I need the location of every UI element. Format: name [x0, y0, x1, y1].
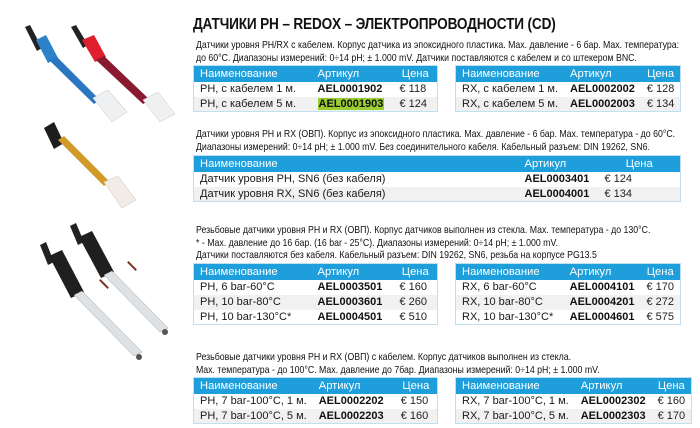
- col-header-price: Цена: [641, 66, 681, 82]
- col-header-name: Наименование: [456, 264, 564, 280]
- product-name: RX, 6 bar-60°C: [456, 280, 564, 295]
- price: € 260: [394, 295, 438, 310]
- description-line: Датчики уровня PH/RX с кабелем. Корпус датчика из эпоксидного пластика. Max. давление - 6 бар. Max. температура:: [196, 40, 680, 51]
- col-header-article: Артикул: [519, 156, 599, 172]
- price: € 118: [394, 82, 438, 97]
- col-header-article: Артикул: [564, 264, 641, 280]
- table-row[interactable]: [194, 82, 438, 97]
- product-name: PH, 10 bar-80°C: [194, 295, 312, 310]
- product-name: RX, с кабелем 5 м.: [456, 97, 565, 112]
- article-code: AEL0003601: [312, 295, 394, 310]
- table-row[interactable]: [194, 394, 438, 409]
- table-row[interactable]: [456, 394, 692, 409]
- product-name: RX, 7 bar-100°C, 1 м.: [456, 394, 575, 409]
- col-header-article: Артикул: [313, 378, 395, 394]
- col-header-price: Цена: [394, 264, 438, 280]
- section-3-description: [196, 225, 650, 263]
- table-rx-threaded-cable: [455, 377, 692, 424]
- article-code-highlighted: AEL0001903: [318, 97, 384, 110]
- page-title: ДАТЧИКИ PH – REDOX – ЭЛЕКТРОПРОВОДНОСТИ (CD): [193, 16, 556, 33]
- product-name: Датчик уровня RX, SN6 (без кабеля): [194, 187, 519, 202]
- price: € 160: [652, 394, 692, 409]
- col-header-name: Наименование: [456, 66, 565, 82]
- price: € 134: [599, 187, 681, 202]
- product-name: PH, 7 bar-100°C, 1 м.: [194, 394, 313, 409]
- section-4-description: [196, 352, 600, 377]
- table-row[interactable]: [194, 172, 681, 187]
- table-row[interactable]: [456, 280, 681, 295]
- table-ph-threaded-cable: [193, 377, 438, 424]
- description-line: Датчики поставляются без кабеля. Кабельный разъем: DIN 19262, SN6, резьба на корпусе PG13.5: [196, 250, 597, 261]
- product-images: [0, 0, 190, 428]
- table-row[interactable]: [194, 97, 438, 112]
- col-header-article: Артикул: [575, 378, 652, 394]
- article-code: AEL0004101: [564, 280, 641, 295]
- section-2-description: [196, 129, 675, 154]
- gold-sn6-sensor-image: [44, 122, 136, 208]
- table-ph-threaded: [193, 263, 438, 325]
- article-code: AEL0003501: [312, 280, 394, 295]
- product-name: PH, 7 bar-100°C, 5 м.: [194, 409, 313, 424]
- price: € 170: [652, 409, 692, 424]
- description-line: Резьбовые датчики уровня PH и RX (ОВП) с кабелем. Корпус датчиков выполнен из стекла.: [196, 352, 572, 363]
- price: € 128: [641, 82, 681, 97]
- col-header-article: Артикул: [312, 66, 394, 82]
- article-code: AEL0004001: [519, 187, 599, 202]
- table-row[interactable]: [456, 295, 681, 310]
- col-header-price: Цена: [599, 156, 681, 172]
- col-header-article: Артикул: [564, 66, 641, 82]
- table-sn6-sensors: [193, 155, 681, 202]
- col-header-name: Наименование: [456, 378, 575, 394]
- article-code: AEL0004601: [564, 310, 641, 325]
- product-name: Датчик уровня PH, SN6 (без кабеля): [194, 172, 519, 187]
- description-line: * - Max. давление до 16 бар. (16 bar - 25°C). Диапазоны измерений: 0÷14 pH; ± 1.000 mV.: [196, 237, 558, 249]
- table-row[interactable]: [456, 82, 681, 97]
- article-code: AEL0003401: [519, 172, 599, 187]
- description-line: Резьбовые датчики уровня PH и RX (ОВП). Корпус датчиков выполнен из стекла. Max. температура - до 130°C.: [196, 225, 651, 236]
- col-header-price: Цена: [394, 66, 438, 82]
- price: € 150: [395, 394, 438, 409]
- table-row[interactable]: [456, 97, 681, 112]
- product-name: RX, с кабелем 1 м.: [456, 82, 565, 97]
- table-row[interactable]: [456, 409, 692, 424]
- table-row[interactable]: [456, 310, 681, 325]
- price: € 170: [640, 280, 680, 295]
- price: € 124: [394, 97, 438, 112]
- col-header-name: Наименование: [194, 264, 312, 280]
- article-code: AEL0002002: [564, 82, 641, 97]
- price: € 272: [640, 295, 680, 310]
- description-line: Max. температура - до 100°C. Max. давление до 7бар. Диапазоны измерений: 0÷14 pH; ± 1.000 mV.: [196, 364, 600, 376]
- table-row[interactable]: [194, 187, 681, 202]
- section-1-description: [196, 40, 679, 65]
- table-row[interactable]: [194, 295, 438, 310]
- col-header-name: Наименование: [194, 66, 312, 82]
- article-code: AEL0002302: [575, 394, 652, 409]
- description-line: Датчики уровня PH и RX (ОВП). Корпус из эпоксидного пластика. Max. давление - 6 бар. Max. температура - до 60°C.: [196, 129, 676, 140]
- col-header-name: Наименование: [194, 156, 519, 172]
- table-rx-threaded: [455, 263, 681, 325]
- price: € 134: [641, 97, 681, 112]
- article-code: AEL0002202: [313, 394, 395, 409]
- price: € 160: [395, 409, 438, 424]
- article-code: AEL0002303: [575, 409, 652, 424]
- table-row[interactable]: [194, 409, 438, 424]
- glass-threaded-sensors-image: [40, 223, 168, 360]
- article-code: AEL0004201: [564, 295, 641, 310]
- price: € 160: [394, 280, 438, 295]
- product-name: RX, 10 bar-130°C*: [456, 310, 564, 325]
- description-line: до 60°C. Диапазоны измерений: 0÷14 pH; ± 1.000 mV. Датчики поставляются с кабелем и со штекером BNC.: [196, 52, 637, 64]
- product-name: PH, 10 bar-130°C*: [194, 310, 312, 325]
- article-code: AEL0002203: [313, 409, 395, 424]
- table-row[interactable]: [194, 310, 438, 325]
- product-name: PH, с кабелем 1 м.: [194, 82, 312, 97]
- sensor-photos-icon: [0, 0, 190, 428]
- col-header-price: Цена: [395, 378, 438, 394]
- table-row[interactable]: [194, 280, 438, 295]
- article-code: AEL0001902: [312, 82, 394, 97]
- price: € 575: [640, 310, 680, 325]
- table-ph-cable: [193, 65, 438, 112]
- article-code: AEL0004501: [312, 310, 394, 325]
- product-name: PH, 6 bar-60°C: [194, 280, 312, 295]
- description-line: Диапазоны измерений: 0÷14 pH; ± 1.000 mV. Без соединительного кабеля. Кабельный разъем: DIN 19262, SN6.: [196, 141, 650, 153]
- product-name: RX, 7 bar-100°C, 5 м.: [456, 409, 575, 424]
- table-rx-cable: [455, 65, 681, 112]
- article-code: AEL0002003: [564, 97, 641, 112]
- col-header-price: Цена: [640, 264, 680, 280]
- product-name: PH, с кабелем 5 м.: [194, 97, 312, 112]
- product-name: RX, 10 bar-80°C: [456, 295, 564, 310]
- price: € 510: [394, 310, 438, 325]
- price: € 124: [599, 172, 681, 187]
- col-header-name: Наименование: [194, 378, 313, 394]
- col-header-article: Артикул: [312, 264, 394, 280]
- col-header-price: Цена: [652, 378, 692, 394]
